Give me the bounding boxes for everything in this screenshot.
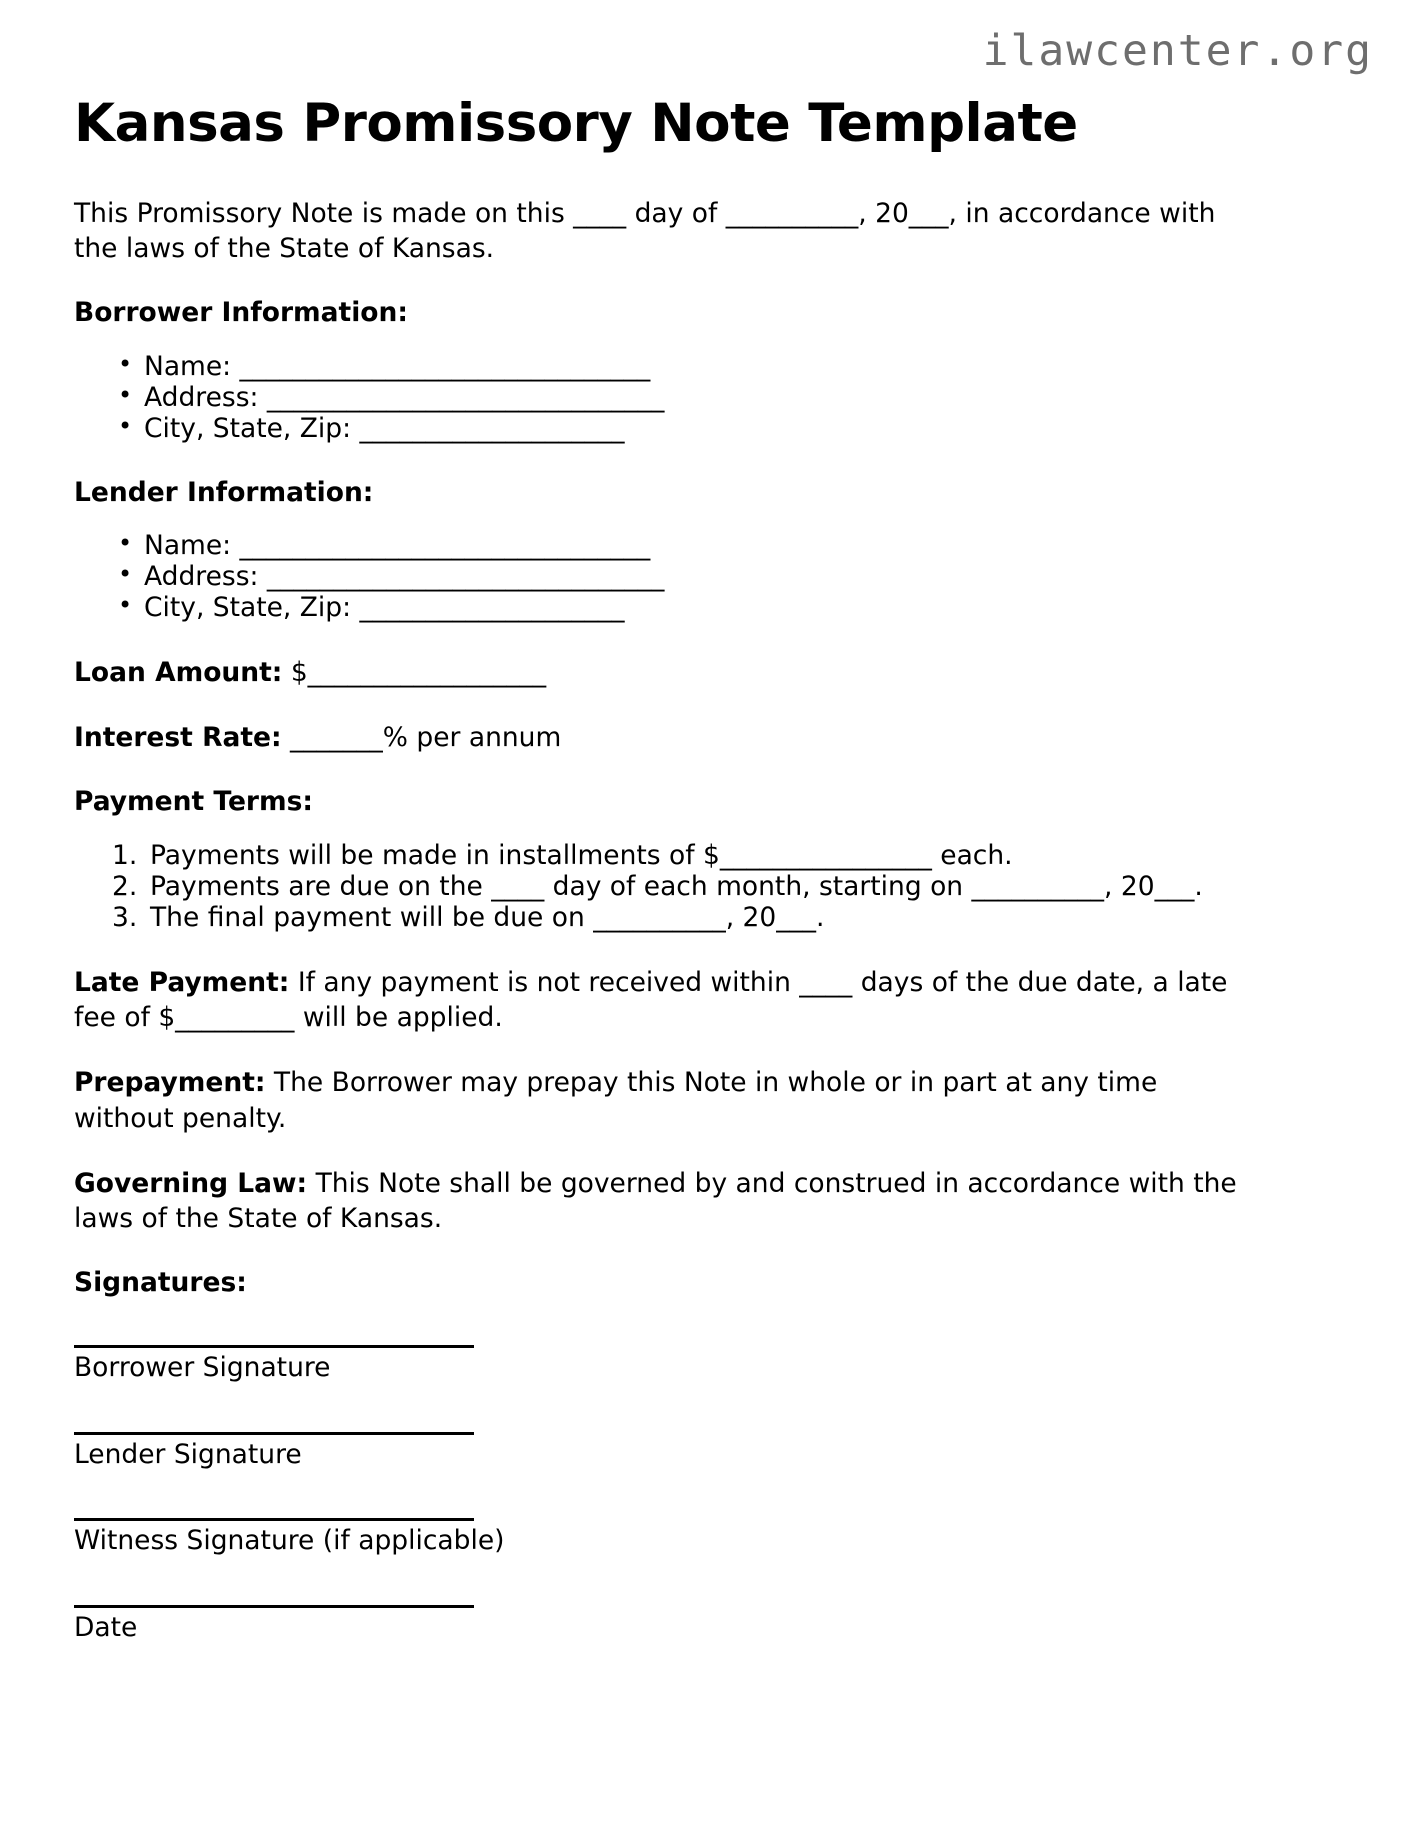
signature-block: [74, 1345, 1314, 1644]
late-payment-text: If any payment is not received within ____ days of the due date, a late fee of $_________ will be applied.: [74, 966, 1228, 1034]
list-item: • Address: ______________________________: [144, 561, 1314, 592]
payment-terms-heading: Payment Terms:: [74, 786, 313, 818]
list-item: • Address: ______________________________: [144, 382, 1314, 413]
page-title: Kansas Promissory Note Template: [74, 93, 1078, 154]
loan-amount-value: $__________________: [282, 656, 547, 688]
governing-law-clause: [74, 1166, 1244, 1236]
interest-rate-label: Interest Rate:: [74, 722, 282, 754]
governing-law-text: This Note shall be governed by and construed in accordance with the laws of the State of Kansas.: [74, 1167, 1237, 1235]
list-item: Payments will be made in installments of $________________ each.: [150, 839, 1013, 871]
signature-line[interactable]: [74, 1432, 474, 1435]
signature-line[interactable]: [74, 1345, 474, 1348]
prepayment-text: The Borrower may prepay this Note in whole or in part at any time without penalty.: [74, 1067, 1158, 1134]
governing-law-label: Governing Law:: [74, 1167, 308, 1199]
borrower-field-list: [74, 351, 1314, 444]
lender-information-heading: Lender Information:: [74, 476, 374, 508]
signatures-heading: Signatures:: [74, 1267, 247, 1299]
signature-caption: Lender Signature: [74, 1438, 302, 1470]
intro-paragraph: This Promissory Note is made on this ____ day of __________, 20___, in accordance with the laws of the State of Kansas.: [74, 197, 1216, 264]
list-item: • City, State, Zip: ____________________: [144, 413, 1314, 444]
site-watermark: ilawcenter.org: [982, 26, 1373, 76]
prepayment-label: Prepayment:: [74, 1067, 266, 1099]
signature-line[interactable]: [74, 1605, 474, 1608]
signature-group-witness: [74, 1518, 1314, 1557]
late-payment-clause: [74, 965, 1244, 1035]
interest-rate-line: [74, 720, 1244, 755]
list-item: The final payment will be due on __________, 20___.: [150, 901, 825, 933]
signature-caption: Date: [74, 1612, 138, 1644]
lender-field-list: [74, 530, 1314, 623]
signature-line[interactable]: [74, 1518, 474, 1521]
payment-terms-list: [74, 840, 1314, 933]
loan-amount-line: [74, 655, 1244, 690]
loan-amount-label: Loan Amount:: [74, 656, 283, 688]
signature-group-borrower: [74, 1345, 1314, 1384]
borrower-information-heading: Borrower Information:: [74, 297, 408, 329]
signature-caption: Witness Signature (if applicable): [74, 1525, 505, 1557]
document-body: [74, 93, 1314, 1692]
interest-rate-value: _______% per annum: [281, 722, 562, 754]
list-item: Payments are due on the ____ day of each month, starting on __________, 20___.: [150, 870, 1203, 902]
prepayment-clause: [74, 1065, 1244, 1135]
late-payment-label: Late Payment:: [74, 966, 290, 998]
signature-group-lender: [74, 1432, 1314, 1471]
list-item: • City, State, Zip: ____________________: [144, 592, 1314, 623]
list-item: • Name: _______________________________: [144, 530, 1314, 561]
signature-group-date: [74, 1605, 1314, 1644]
signature-caption: Borrower Signature: [74, 1351, 331, 1383]
list-item: • Name: _______________________________: [144, 351, 1314, 382]
